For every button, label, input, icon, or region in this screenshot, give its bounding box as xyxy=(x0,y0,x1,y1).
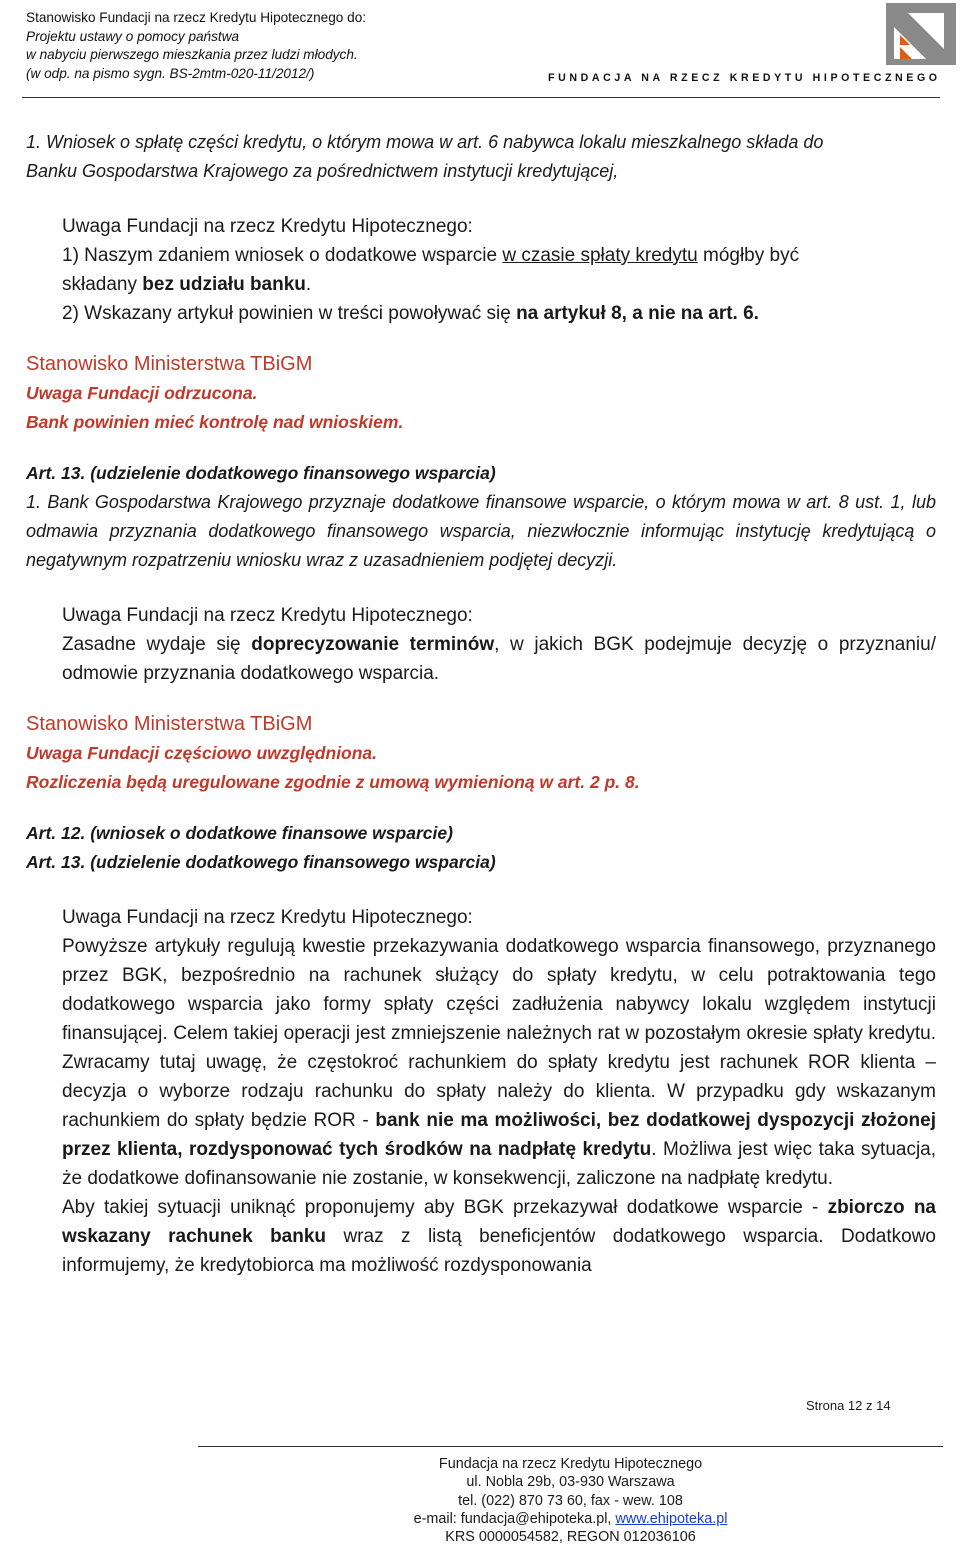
footer-line-5: KRS 0000054582, REGON 012036106 xyxy=(445,1529,696,1546)
foundation-comment-heading-2: Uwaga Fundacji na rzecz Kredytu Hipotecznego: xyxy=(62,605,473,626)
ministry-position-line-4: Rozliczenia będą uregulowane zgodnie z umową wymienioną w art. 2 p. 8. xyxy=(26,772,640,792)
foundation-comment-heading-1: Uwaga Fundacji na rzecz Kredytu Hipotecznego: xyxy=(62,216,473,237)
ministry-position-line-1: Uwaga Fundacji odrzucona. xyxy=(26,383,258,403)
article-12-heading: Art. 12. (wniosek o dodatkowe finansowe wsparcie) xyxy=(26,823,453,843)
footer-line-3: tel. (022) 870 73 60, fax - wew. 108 xyxy=(458,1492,683,1509)
brand-wordmark: FUNDACJA NA RZECZ KREDYTU HIPOTECZNEGO xyxy=(548,72,941,84)
ministry-position-line-3: Uwaga Fundacji częściowo uwzględniona. xyxy=(26,743,378,763)
quoted-article-line-1: 1. Wniosek o spłatę części kredytu, o którym mowa w art. 6 nabywca lokalu mieszkalnego składa do xyxy=(26,132,824,152)
foundation-comment-heading-3: Uwaga Fundacji na rzecz Kredytu Hipotecznego: xyxy=(62,907,473,928)
header-block xyxy=(26,9,546,83)
website-link[interactable]: www.ehipoteka.pl xyxy=(615,1510,728,1527)
quoted-article-line-2: Banku Gospodarstwa Krajowego za pośrednictwem instytucji kredytującej, xyxy=(26,161,619,181)
foundation-comment-3: Zasadne wydaje się doprecyzowanie terminów, w jakich BGK podejmuje decyzję o przyznaniu/ odmowie przyznania dodatkowego wsparcia. xyxy=(62,634,936,684)
footer-line-4: e-mail: fundacja@ehipoteka.pl, www.ehipoteka.pl xyxy=(413,1510,728,1527)
page-number: Strona 12 z 14 xyxy=(806,1398,891,1413)
ministry-position-title-2: Stanowisko Ministerstwa TBiGM xyxy=(26,713,313,735)
header-divider xyxy=(22,97,940,98)
foundation-comment-1: 1) Naszym zdaniem wniosek o dodatkowe wsparcie w czasie spłaty kredytu mógłby być xyxy=(62,245,800,266)
foundation-comment-4: Powyższe artykuły regulują kwestie przekazywania dodatkowego wsparcia finansowego, przyznanego przez BGK, bezpośrednio na rachunek służący do spłaty kredytu, w celu potraktowania tego dodatkowego wsparcia jako formy spłaty części zadłużenia nabywcy lokalu względem instytucji finansującej. Celem takiej operacji jest zmniejszenie należnych rat w pozostałym okresie spłaty kredytu. Zwracamy tutaj uwagę, że częstokroć rachunkiem do spłaty kredytu jest rachunek ROR klienta – decyzja o wyborze rodzaju rachunku do spłaty należy do klienta. W przypadku gdy wskazanym rachunkiem do spłaty będzie ROR - bank nie ma możliwości, bez dodatkowej dyspozycji złożonej przez klienta, rozdysponować tych środków na nadpłatę kredytu. Możliwa jest więc taka sytuacja, że dodatkowe dofinansowanie nie zostanie, w konsekwencji, zaliczone na nadpłatę kredytu. xyxy=(62,936,937,1189)
document-body xyxy=(26,128,936,1280)
article-13-heading: Art. 13. (udzielenie dodatkowego finansowego wsparcia) xyxy=(26,463,496,483)
header-line-2: Projektu ustawy o pomocy państwa xyxy=(26,28,240,44)
footer-divider xyxy=(198,1446,943,1447)
footer-block xyxy=(198,1455,943,1546)
article-13-text: 1. Bank Gospodarstwa Krajowego przyznaje dodatkowe finansowe wsparcie, o którym mowa w art. 8 ust. 1, lub odmawia przyznania dodatkowego finansowego wsparcia, niezwłocznie informując instytucję kredytującą o negatywnym rozpatrzeniu wniosku wraz z uzasadnieniem podjętej decyzji. xyxy=(26,492,936,570)
foundation-comment-5: Aby takiej sytuacji uniknąć proponujemy aby BGK przekazywał dodatkowe wsparcie - zbiorczo na wskazany rachunek banku wraz z listą beneficjentów dodatkowego wsparcia. Dodatkowo informujemy, że kredytobiorca ma możliwość rozdysponowania xyxy=(62,1197,937,1276)
footer-line-2: ul. Nobla 29b, 03-930 Warszawa xyxy=(466,1474,675,1491)
header-line-3: w nabyciu pierwszego mieszkania przez ludzi młodych. xyxy=(26,47,358,62)
foundation-comment-2: 2) Wskazany artykuł powinien w treści powoływać się na artykuł 8, a nie na art. 6. xyxy=(62,303,759,324)
header-line-1: Stanowisko Fundacji na rzecz Kredytu Hipotecznego do: xyxy=(26,10,367,25)
header-line-4: (w odp. na pismo sygn. BS-2mtm-020-11/2012/) xyxy=(26,65,315,81)
ministry-position-line-2: Bank powinien mieć kontrolę nad wnioskiem. xyxy=(26,412,404,432)
foundation-logo-icon xyxy=(886,3,956,65)
foundation-comment-1-cont: składany bez udziału banku. xyxy=(62,274,312,295)
footer-line-1: Fundacja na rzecz Kredytu Hipotecznego xyxy=(438,1456,703,1472)
article-13-heading-2: Art. 13. (udzielenie dodatkowego finansowego wsparcia) xyxy=(26,852,496,872)
ministry-position-title-1: Stanowisko Ministerstwa TBiGM xyxy=(26,353,313,375)
